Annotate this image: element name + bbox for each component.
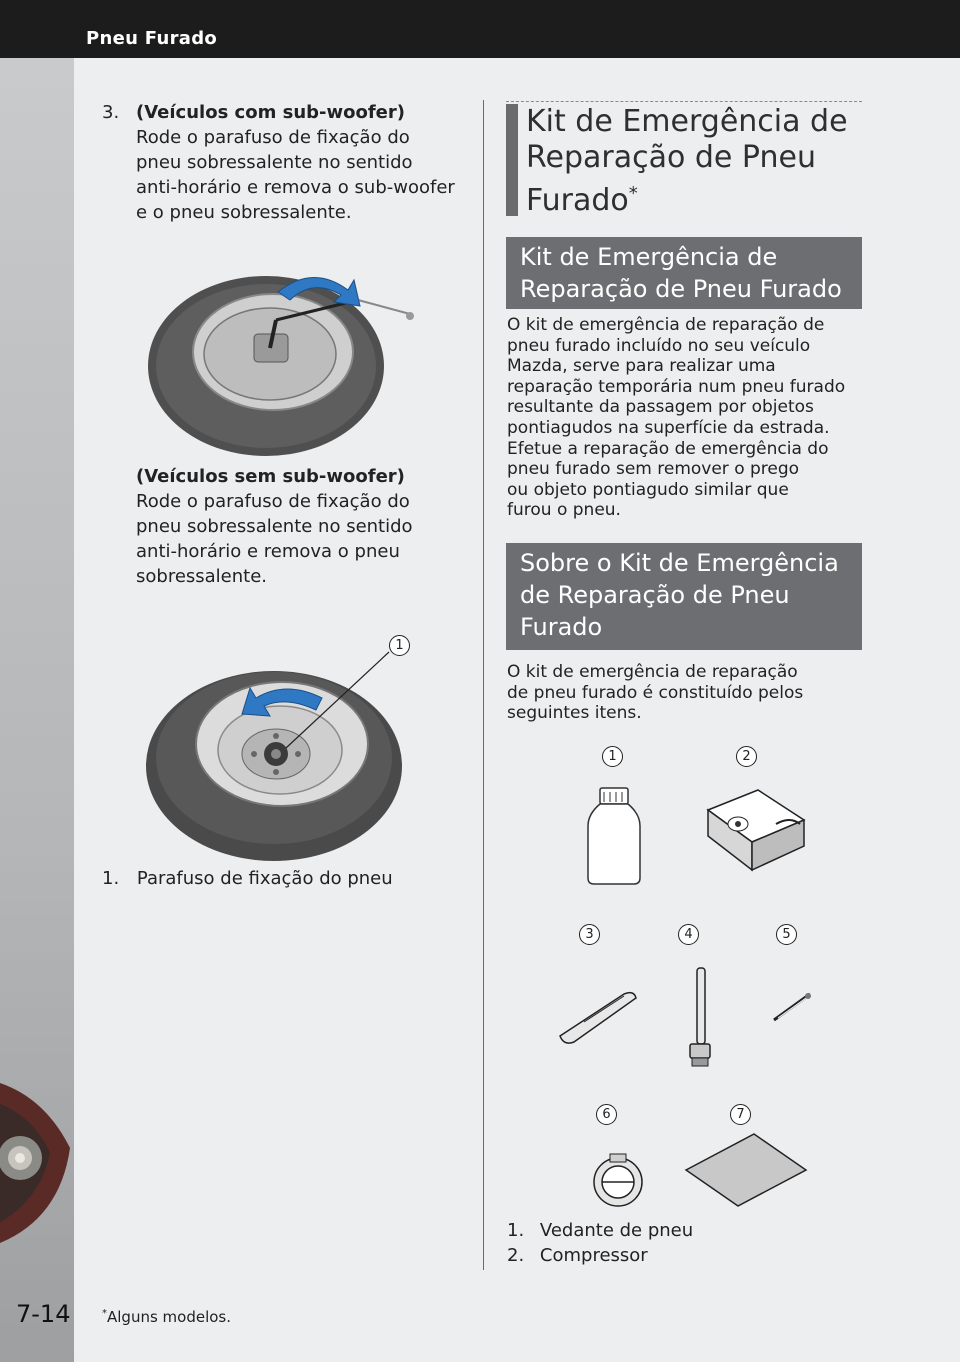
kit-callout-5: 5 — [776, 924, 797, 945]
car-headlight-image — [0, 1058, 74, 1248]
kit-list-number: 2. — [507, 1245, 525, 1266]
footnote — [102, 1308, 231, 1326]
section-heading-2 — [506, 543, 862, 650]
page-number: 7-14 — [16, 1300, 71, 1328]
left-column — [102, 100, 472, 225]
header-title: Pneu Furado — [86, 28, 218, 49]
caption-text: Parafuso de fixação do pneu — [136, 868, 393, 889]
nosub-text: Rode o parafuso de fixação do pneu sobressalente no sentido anti-horário e remova o pneu sobressalente. — [136, 491, 413, 587]
section-1-text-line: ou objeto pontiagudo similar que — [507, 479, 789, 500]
spare-tire-illustration — [146, 628, 416, 863]
section-2-line-2: de Reparação de Pneu — [520, 581, 790, 609]
kit-callout-6: 6 — [596, 1104, 617, 1125]
main-heading-line-2: Reparação de Pneu — [526, 140, 816, 175]
main-heading-line-1: Kit de Emergência de — [526, 104, 848, 139]
callout-1-bolt: 1 — [389, 635, 410, 656]
kit-callout-3: 3 — [579, 924, 600, 945]
nosub-heading: (Veículos sem sub-woofer) — [136, 466, 405, 487]
section-2-text — [507, 662, 863, 724]
compressor-illustration — [700, 780, 810, 880]
kit-list-number: 1. — [507, 1220, 525, 1241]
kit-list-item — [507, 1243, 693, 1268]
footnote-mark: * — [102, 1308, 107, 1319]
section-1-text-line: resultante da passagem por objetos — [507, 397, 814, 418]
page-header — [0, 0, 960, 58]
section-2-line-3: Furado — [520, 613, 603, 641]
caption-number: 1. — [102, 868, 120, 889]
section-2-text-line: de pneu furado é constituído pelos — [507, 682, 804, 703]
subwoofer-heading: (Veículos com sub-woofer) — [136, 102, 405, 123]
subwoofer-text: Rode o parafuso de fixação do pneu sobressalente no sentido anti-horário e remova o sub-woofer e o pneu sobressalente. — [136, 127, 455, 223]
figure-caption — [102, 866, 393, 891]
step-number: 3. — [102, 102, 120, 123]
kit-callout-2: 2 — [736, 746, 757, 767]
main-heading-line-3: Furado — [526, 183, 629, 218]
side-tab — [0, 58, 74, 1362]
section-heading-1 — [506, 237, 862, 309]
kit-item-list — [507, 1218, 693, 1268]
section-1-text-line: pneu furado incluído no seu veículo — [507, 335, 811, 356]
kit-list-text: Vedante de pneu — [539, 1220, 694, 1241]
injection-hose-illustration — [684, 966, 716, 1070]
kit-list-text: Compressor — [539, 1245, 648, 1266]
tire-subwoofer-illustration — [148, 262, 438, 462]
section-1-line-2: Reparação de Pneu Furado — [520, 275, 842, 303]
kit-callout-7: 7 — [730, 1104, 751, 1125]
valve-core-illustration — [770, 990, 814, 1024]
section-1-text — [507, 315, 863, 521]
dashed-rule — [506, 101, 862, 102]
column-divider — [483, 100, 484, 1270]
heading-bar — [506, 104, 518, 216]
footnote-text: Alguns modelos. — [107, 1308, 232, 1326]
asterisk-mark: * — [628, 183, 638, 204]
section-2-line-1: Sobre o Kit de Emergência — [520, 549, 839, 577]
section-1-text-line: Mazda, serve para realizar uma — [507, 356, 776, 377]
main-heading — [506, 104, 862, 216]
section-2-text-line: seguintes itens. — [507, 703, 642, 724]
section-2-text-line: O kit de emergência de reparação — [507, 662, 798, 682]
section-1-text-line: pneu furado sem remover o prego — [507, 459, 800, 480]
section-1-text-line: Efetue a reparação de emergência do — [507, 438, 829, 459]
section-1-text-line: furou o pneu. — [507, 500, 621, 521]
section-1-line-1: Kit de Emergência de — [520, 243, 778, 271]
kit-callout-4: 4 — [678, 924, 699, 945]
valve-tool-illustration — [554, 986, 640, 1046]
section-1-text-line: O kit de emergência de reparação de — [507, 315, 825, 335]
kit-list-item — [507, 1218, 693, 1243]
kit-callout-1: 1 — [602, 746, 623, 767]
valve-cap-illustration — [590, 1152, 646, 1208]
sealant-bottle-illustration — [586, 786, 642, 886]
section-1-text-line: pontiagudos na superfície da estrada. — [507, 417, 830, 438]
section-1-text-line: reparação temporária num pneu furado — [507, 376, 846, 397]
speed-label-illustration — [684, 1132, 808, 1208]
